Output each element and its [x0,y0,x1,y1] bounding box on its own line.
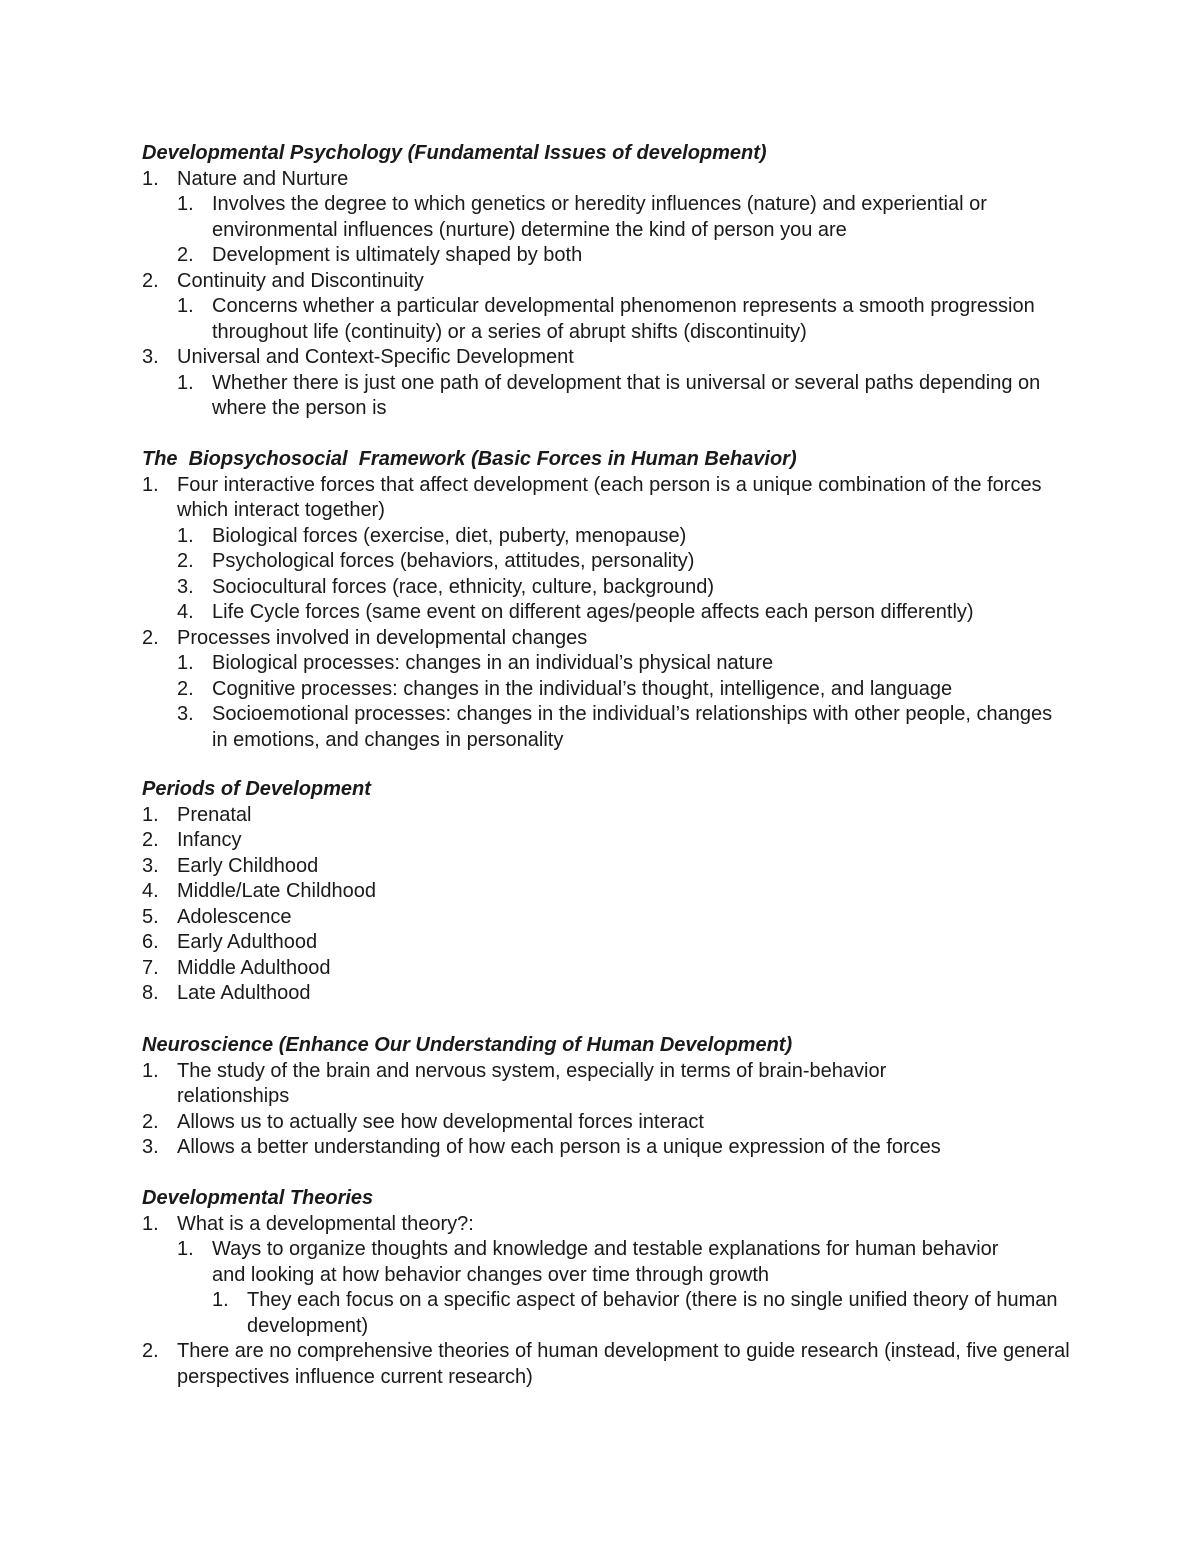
section-biopsychosocial-framework [142,447,1072,753]
item-number: 3. [177,703,194,725]
item-text: Allows a better understanding of how each person is a unique expression of the forces [177,1136,941,1158]
item-number: 4. [142,880,159,902]
list-item [142,956,1072,982]
item-text: Sociocultural forces (race, ethnicity, culture, background) [212,575,715,598]
item-text: Cognitive processes: changes in the individual’s thought, intelligence, and language [212,677,953,700]
section-developmental-theories [142,1186,1072,1390]
list-item [142,243,1072,269]
list-item [142,549,1072,575]
item-number: 7. [142,956,159,979]
list-item [142,371,1072,422]
item-number: 1. [177,652,194,674]
section-developmental-psychology [142,141,1072,422]
item-text: Processes involved in developmental changes [177,626,588,649]
list-item [142,702,1072,753]
item-text: Biological forces (exercise, diet, puberty, menopause) [212,524,687,547]
item-number: 1. [212,1289,229,1311]
item-text: Four interactive forces that affect development (each person is a unique combination of the forces which interact together) [177,473,1042,521]
item-text: Socioemotional processes: changes in the individual’s relationships with other people, changes in emotions, and changes in personality [212,703,1053,751]
item-text: Whether there is just one path of development that is universal or several paths depending on where the person is [212,371,1041,419]
item-text: Late Adulthood [177,982,311,1004]
item-number: 3. [177,575,194,598]
list-item [142,905,1072,931]
list-item [142,930,1072,956]
item-number: 2. [177,677,194,700]
item-text: Continuity and Discontinuity [177,269,424,292]
item-number: 1. [177,193,194,215]
item-number: 1. [177,371,194,394]
section-neuroscience [142,1033,1072,1161]
item-text: Early Childhood [177,854,319,877]
item-number: 1. [177,1238,194,1260]
section-heading: Periods of Development [142,778,371,800]
item-number: 6. [142,931,159,953]
list-item [142,981,1072,1007]
item-number: 2. [177,244,194,266]
section-heading: Neuroscience (Enhance Our Understanding of Human Development) [142,1034,793,1056]
item-text: Adolescence [177,905,292,928]
list-item [142,269,1072,295]
item-text: Biological processes: changes in an individual’s physical nature [212,652,774,674]
item-number: 8. [142,982,159,1004]
list-item [142,828,1072,854]
list-item [142,473,1072,524]
item-number: 3. [142,346,159,368]
list-item [142,1288,1072,1339]
item-text: The study of the brain and nervous system, especially in terms of brain-behavior relationships [177,1059,887,1107]
list-item [142,1237,1072,1288]
list-item [142,651,1072,677]
item-text: Involves the degree to which genetics or heredity influences (nature) and experiential or environmental influences (nurture) determine the kind of person you are [212,193,987,241]
list-item [142,167,1072,193]
list-item [142,677,1072,703]
section-heading: The Biopsychosocial Framework (Basic Forces in Human Behavior) [142,448,797,470]
item-text: Allows us to actually see how developmental forces interact [177,1110,704,1133]
list-item [142,524,1072,550]
item-text: Middle Adulthood [177,956,331,979]
item-number: 1. [177,295,194,317]
item-number: 1. [142,803,159,826]
item-text: Life Cycle forces (same event on different ages/people affects each person differently) [212,601,974,623]
item-number: 2. [142,626,159,649]
item-number: 1. [142,473,159,496]
item-number: 2. [177,550,194,572]
list-item [142,879,1072,905]
list-item [142,575,1072,601]
item-number: 2. [142,1340,159,1362]
item-text: They each focus on a specific aspect of behavior (there is no single unified theory of human development) [247,1289,1058,1337]
list-item [142,854,1072,880]
section-heading: Developmental Psychology (Fundamental Issues of development) [142,142,767,164]
list-item [142,803,1072,829]
item-number: 2. [142,829,159,851]
item-text: Ways to organize thoughts and knowledge and testable explanations for human behavior and looking at how behavior changes over time through growth [212,1238,999,1286]
list-item [142,294,1072,345]
list-item [142,192,1072,243]
item-number: 4. [177,601,194,623]
item-number: 3. [142,1136,159,1158]
item-number: 2. [142,269,159,292]
list-item [142,1339,1072,1390]
section-heading: Developmental Theories [142,1187,374,1209]
list-item [142,1212,1072,1238]
item-text: Middle/Late Childhood [177,880,377,902]
item-number: 3. [142,854,159,877]
item-number: 1. [142,1059,159,1082]
item-text: Psychological forces (behaviors, attitudes, personality) [212,550,695,572]
list-item [142,1135,1072,1161]
item-text: Infancy [177,829,242,851]
item-number: 2. [142,1110,159,1133]
item-text: Concerns whether a particular developmental phenomenon represents a smooth progression throughout life (continuity) or a series of abrupt shifts (discontinuity) [212,295,1035,343]
item-text: Prenatal [177,803,252,826]
section-periods-of-development [142,777,1072,1007]
item-text: Universal and Context-Specific Development [177,346,574,368]
list-item [142,345,1072,371]
item-number: 5. [142,905,159,928]
item-text: There are no comprehensive theories of human development to guide research (instead, five general perspectives influence current research) [177,1340,1070,1388]
item-text: Early Adulthood [177,931,318,953]
item-number: 1. [142,167,159,190]
item-text: What is a developmental theory?: [177,1212,474,1235]
list-item [142,1110,1072,1136]
item-number: 1. [177,524,194,547]
item-text: Development is ultimately shaped by both [212,244,583,266]
list-item [142,626,1072,652]
list-item [142,1059,1072,1110]
item-number: 1. [142,1212,159,1235]
list-item [142,600,1072,626]
item-text: Nature and Nurture [177,167,349,190]
